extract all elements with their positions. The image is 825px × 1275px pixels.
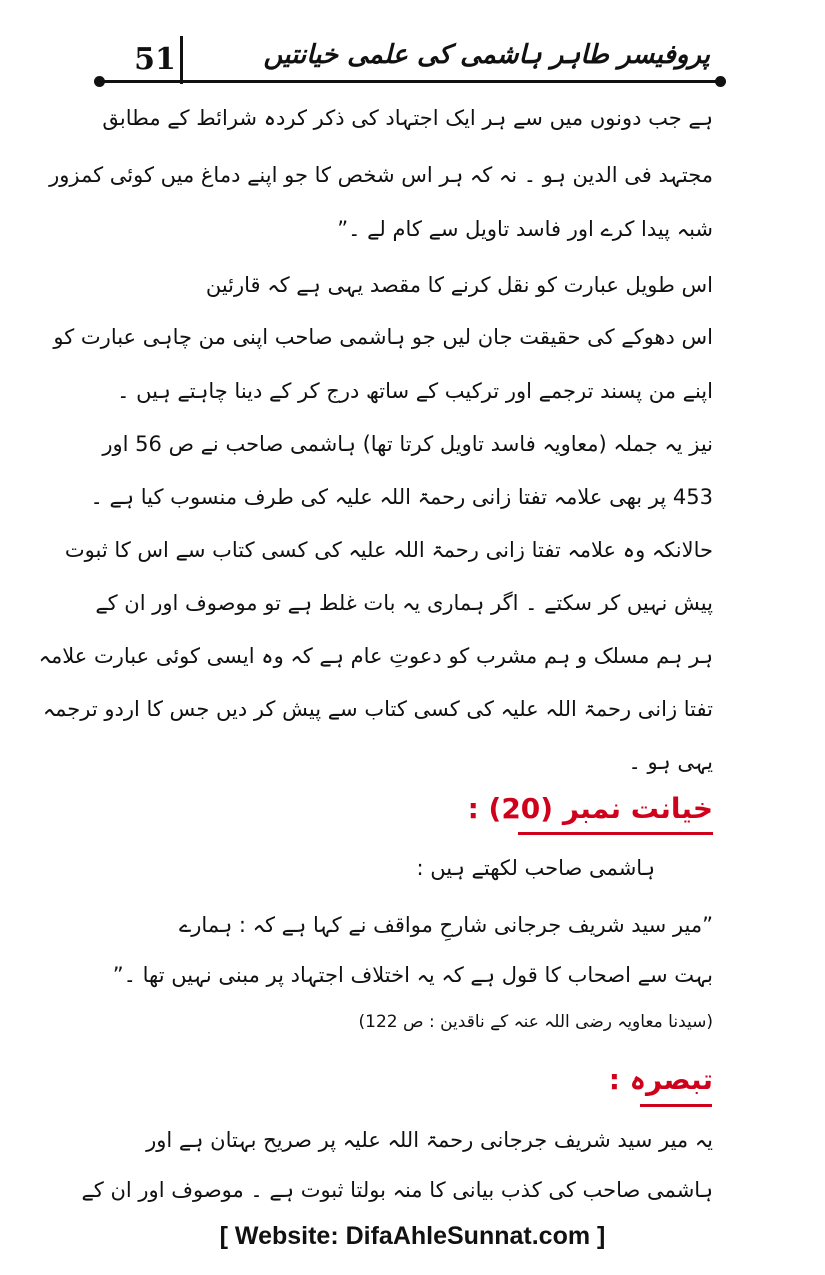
section-heading-underline <box>518 832 713 835</box>
body-line: اپنے من پسند ترجمے اور ترکیب کے ساتھ درج کر کے دینا چاہتے ہیں ۔ <box>117 379 713 403</box>
rule-dot-icon <box>715 76 726 87</box>
body-line: 453 پر بھی علامہ تفتا زانی رحمۃ اللہ علیہ کی طرف منسوب کیا ہے ۔ <box>90 485 713 509</box>
body-line: شبہ پیدا کرے اور فاسد تاویل سے کام لے ۔” <box>337 217 713 241</box>
body-line: حالانکہ وہ علامہ تفتا زانی رحمۃ اللہ علیہ کی کسی کتاب سے اس کا ثبوت <box>64 538 713 562</box>
section-heading: خیانت نمبر (20) : <box>467 792 713 825</box>
body-line: نیز یہ جملہ (معاویہ فاسد تاویل کرتا تھا) ہاشمی صاحب نے ص 56 اور <box>102 432 713 456</box>
book-title: پروفیسر طاہر ہاشمی کی علمی خیانتیں <box>263 40 710 70</box>
body-line: اس دھوکے کی حقیقت جان لیں جو ہاشمی صاحب اپنی من چاہی عبارت کو <box>53 325 713 349</box>
body-line: یہی ہو ۔ <box>628 750 713 774</box>
reference-citation: (سیدنا معاویہ رضی اللہ عنہ کے ناقدین : ص 122) <box>358 1012 713 1032</box>
comment-line: یہ میر سید شریف جرجانی رحمۃ اللہ علیہ پر صریح بہتان ہے اور <box>146 1128 713 1152</box>
page-header <box>100 36 720 100</box>
quote-intro: ہاشمی صاحب لکھتے ہیں : <box>416 856 655 880</box>
website-footer: [ Website: DifaAhleSunnat.com ] <box>219 1222 606 1250</box>
header-rule <box>100 80 720 83</box>
body-line: پیش نہیں کر سکتے ۔ اگر ہماری یہ بات غلط ہے تو موصوف اور ان کے <box>95 591 713 615</box>
body-line: مجتہد فی الدین ہو ۔ نہ کہ ہر اس شخص کا جو اپنے دماغ میں کوئی کمزور <box>49 163 713 187</box>
body-line: ہے جب دونوں میں سے ہر ایک اجتہاد کی ذکر کردہ شرائط کے مطابق <box>102 106 713 130</box>
comment-heading-underline <box>640 1104 712 1107</box>
body-line: ہر ہم مسلک و ہم مشرب کو دعوتِ عام ہے کہ وہ ایسی کوئی عبارت علامہ <box>38 644 713 668</box>
body-line: تفتا زانی رحمۃ اللہ علیہ کی کسی کتاب سے پیش کر دیں جس کا اردو ترجمہ <box>42 697 713 721</box>
body-line: اس طویل عبارت کو نقل کرنے کا مقصد یہی ہے کہ قارئین <box>205 273 713 297</box>
page-number: 51 <box>134 42 176 77</box>
quote-line: ”میر سید شریف جرجانی شارحِ مواقف نے کہا ہے کہ : ہمارے <box>178 913 713 937</box>
rule-dot-icon <box>94 76 105 87</box>
header-divider <box>180 36 183 84</box>
comment-line: ہاشمی صاحب کی کذب بیانی کا منہ بولتا ثبوت ہے ۔ موصوف اور ان کے <box>81 1178 713 1202</box>
comment-heading: تبصرہ : <box>608 1063 713 1096</box>
quote-line: بہت سے اصحاب کا قول ہے کہ یہ اختلاف اجتہاد پر مبنی نہیں تھا ۔” <box>112 963 713 987</box>
